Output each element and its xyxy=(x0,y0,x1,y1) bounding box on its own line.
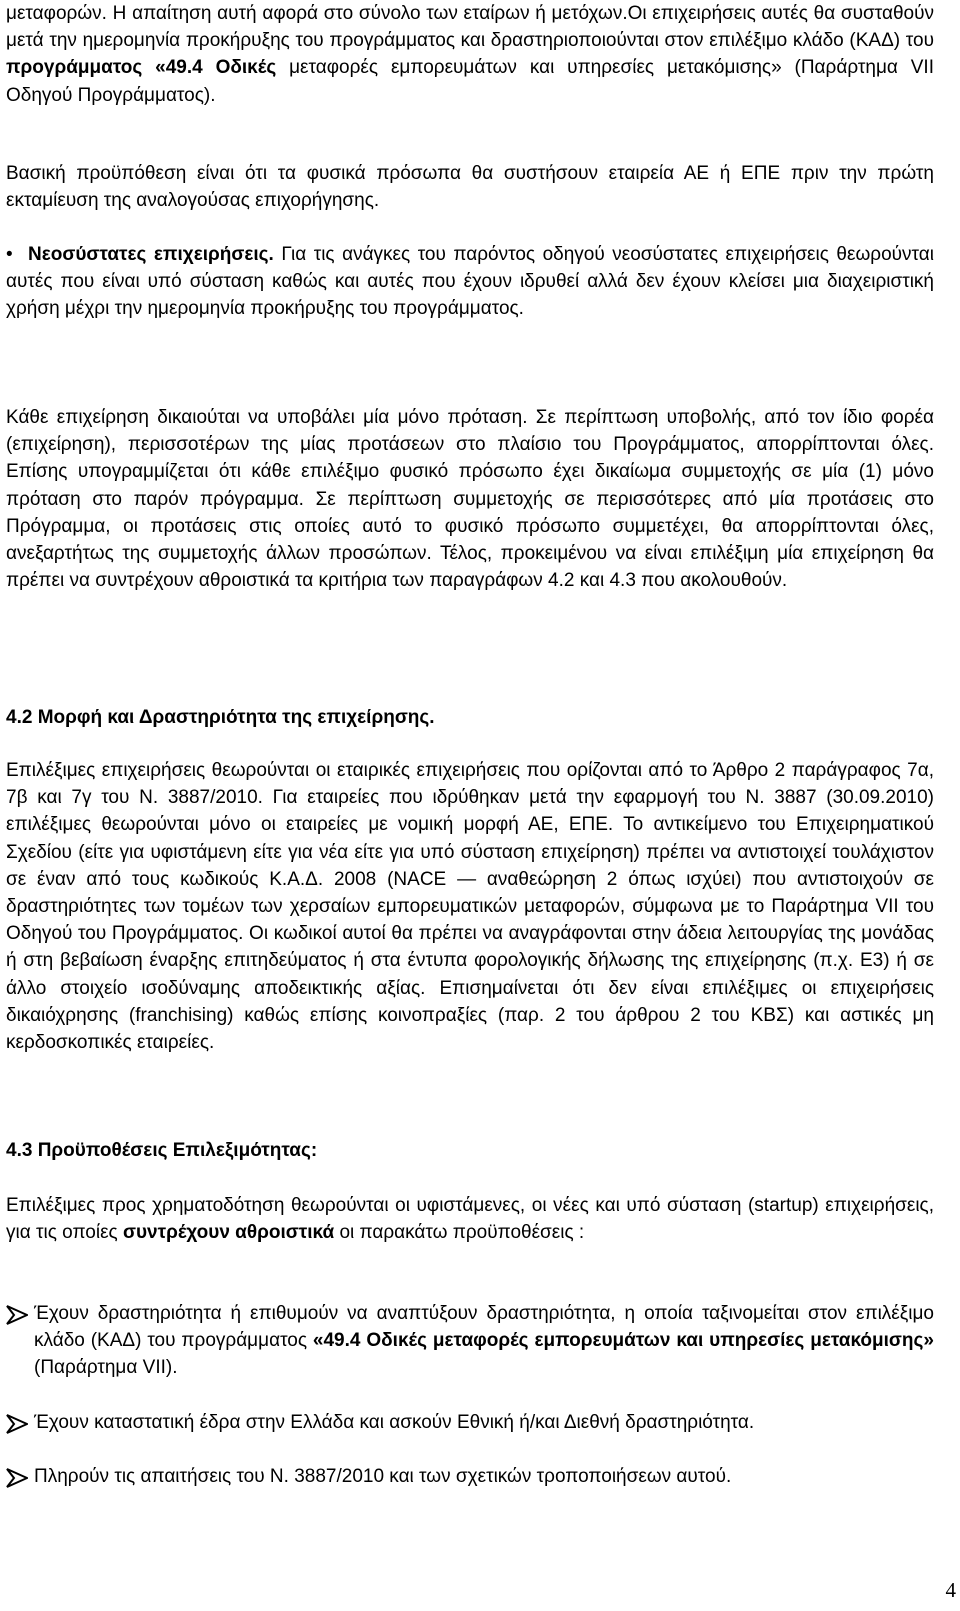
conditions-text-end: οι παρακάτω προϋποθέσεις : xyxy=(334,1222,585,1244)
heading-4-3: 4.3 Προϋποθέσεις Επιλεξιμότητας: xyxy=(6,1140,318,1161)
paragraph-prerequisite: Βασική προϋπόθεση είναι ότι τα φυσικά πρόσωπα θα συστήσουν εταιρεία ΑΕ ή ΕΠΕ πριν την πρώτη εκταμίευση της αναλογούσας επιχορήγησης. xyxy=(6,163,934,212)
item1-text: Έχουν δραστηριότητα ή επιθυμούν να αναπτύξουν δραστηριότητα, η οποία ταξινομείται στον επιλέξιμο κλάδο (ΚΑΔ) του προγράμματος xyxy=(34,1303,934,1352)
conditions-bold: συντρέχουν αθροιστικά xyxy=(122,1222,335,1244)
item1-bold: «49.4 Οδικές μεταφορές εμπορευμάτων και υπηρεσίες μετακόμισης» xyxy=(312,1330,934,1352)
page-number: 4 xyxy=(945,1578,956,1602)
heading-4-2: 4.2 Μορφή και Δραστηριότητα της επιχείρησης. xyxy=(6,707,435,728)
paragraph-conditions xyxy=(6,1192,934,1246)
new-companies-text: Για τις ανάγκες του παρόντος οδηγού νεοσύστατες επιχειρήσεις θεωρούνται αυτές που είναι υπό σύσταση καθώς και αυτές που έχουν ιδρυθεί αλλά δεν έχουν κλείσει μια διαχειριστική χρήση μέχρι την ημερομηνία προκήρυξης του προγράμματος. xyxy=(6,244,934,320)
paragraph-one-proposal: Κάθε επιχείρηση δικαιούται να υποβάλει μία μόνο πρόταση. Σε περίπτωση υποβολής, από τον ίδιο φορέα (επιχείρηση), περισσοτέρων της μίας προτάσεων στο πλαίσιο του Προγράμματος, απορρίπτονται όλες. Επίσης υπογραμμίζεται ότι κάθε επιλέξιμο φυσικό πρόσωπο έχει δικαίωμα συμμετοχής σε μία (1) μόνο πρόταση στο παρόν πρόγραμμα. Σε περίπτωση συμμετοχής σε περισσότερες από μία προτάσεις στο Πρόγραμμα, οι προτάσεις στις οποίες αυτό το φυσικό πρόσωπο συμμετέχει, θα απορρίπτονται όλες, ανεξαρτήτως της συμμετοχής άλλων προσώπων. Τέλος, προκειμένου να είναι επιλέξιμη μία επιχείρηση θα πρέπει να συντρέχουν αθροιστικά τα κριτήρια των παραγράφων 4.2 και 4.3 που ακολουθούν. xyxy=(6,407,934,592)
paragraph-eligible-forms: Επιλέξιμες επιχειρήσεις θεωρούνται οι εταιρικές επιχειρήσεις που ορίζονται από το Άρθρο 2 παράγραφος 7α, 7β και 7γ του Ν. 3887/2010. Για εταιρείες που ιδρύθηκαν μετά την εφαρμογή του Ν. 3887 (30.09.2010) επιλέξιμες θεωρούνται μόνο οι εταιρείες με νομική μορφή ΑΕ, ΕΠΕ. Το αντικείμενο του Επιχειρηματικού Σχεδίου (είτε για υφιστάμενη είτε για νέα είτε για υπό σύσταση επιχείρηση) πρέπει να αντιστοιχεί τουλάχιστον σε έναν από τους κωδικούς Κ.Α.Δ. 2008 (NACE — αναθεώρηση 2 όπως ισχύει) που αντιστοιχούν σε δραστηριότητες των τομέων των χερσαίων εμπορευματικών μεταφορών, σύμφωνα με το Παράρτημα VII του Οδηγού του Προγράμματος. Οι κωδικοί αυτοί θα πρέπει να αναγράφονται στην άδεια λειτουργίας της μονάδας ή στη βεβαίωση έναρξης επιτηδεύματος ή στα έντυπα φορολογικής δήλωσης της επιχείρησης (π.χ. Ε3) ή σε άλλο στοιχείο ισοδύναμης αποδεικτικής αξίας. Επισημαίνεται ότι δεν είναι επιλέξιμες οι επιχειρήσεις δικαιόχρησης (franchising) καθώς επίσης κοινοπραξίες (παρ. 2 του άρθρου 2 του ΚΒΣ) και αστικές μη κερδοσκοπικές εταιρείες. xyxy=(6,760,934,1054)
conditions-text: Επιλέξιμες προς χρηματοδότηση θεωρούνται οι υφιστάμενες, οι νέες και υπό σύσταση (startup) επιχειρήσεις, για τις οποίες xyxy=(6,1195,934,1244)
arrow-bullet-icon xyxy=(6,1414,30,1436)
arrow-bullet-icon xyxy=(6,1305,30,1327)
arrow-bullet-icon xyxy=(6,1468,30,1490)
item1-text-end: (Παράρτημα VII). xyxy=(34,1357,178,1379)
para1-text-end: μεταφορές εμπορευμάτων και υπηρεσίες μετακόμισης» (Παράρτημα VII Οδηγού Προγράμματος). xyxy=(6,57,934,106)
list-item-activity xyxy=(34,1300,934,1382)
para1-bold: προγράμματος «49.4 Οδικές xyxy=(6,57,277,79)
new-companies-bold: Νεοσύστατες επιχειρήσεις. xyxy=(28,244,274,265)
list-item-law-requirements: Πληρούν τις απαιτήσεις του Ν. 3887/2010 και των σχετικών τροποποιήσεων αυτού. xyxy=(34,1466,732,1487)
list-item-headquarters: Έχουν καταστατική έδρα στην Ελλάδα και ασκούν Εθνική ή/και Διεθνή δραστηριότητα. xyxy=(34,1412,755,1433)
bullet-marker: • xyxy=(6,244,13,265)
para1-text: μεταφορών. Η απαίτηση αυτή αφορά στο σύνολο των εταίρων ή μετόχων.Οι επιχειρήσεις αυτές θα συσταθούν μετά την ημερομηνία προκήρυξης του προγράμματος και δραστηριοποιούνται στον επιλέξιμο κλάδο (ΚΑΔ) του xyxy=(6,3,934,52)
paragraph-intro xyxy=(6,0,934,109)
paragraph-new-companies xyxy=(6,241,934,323)
